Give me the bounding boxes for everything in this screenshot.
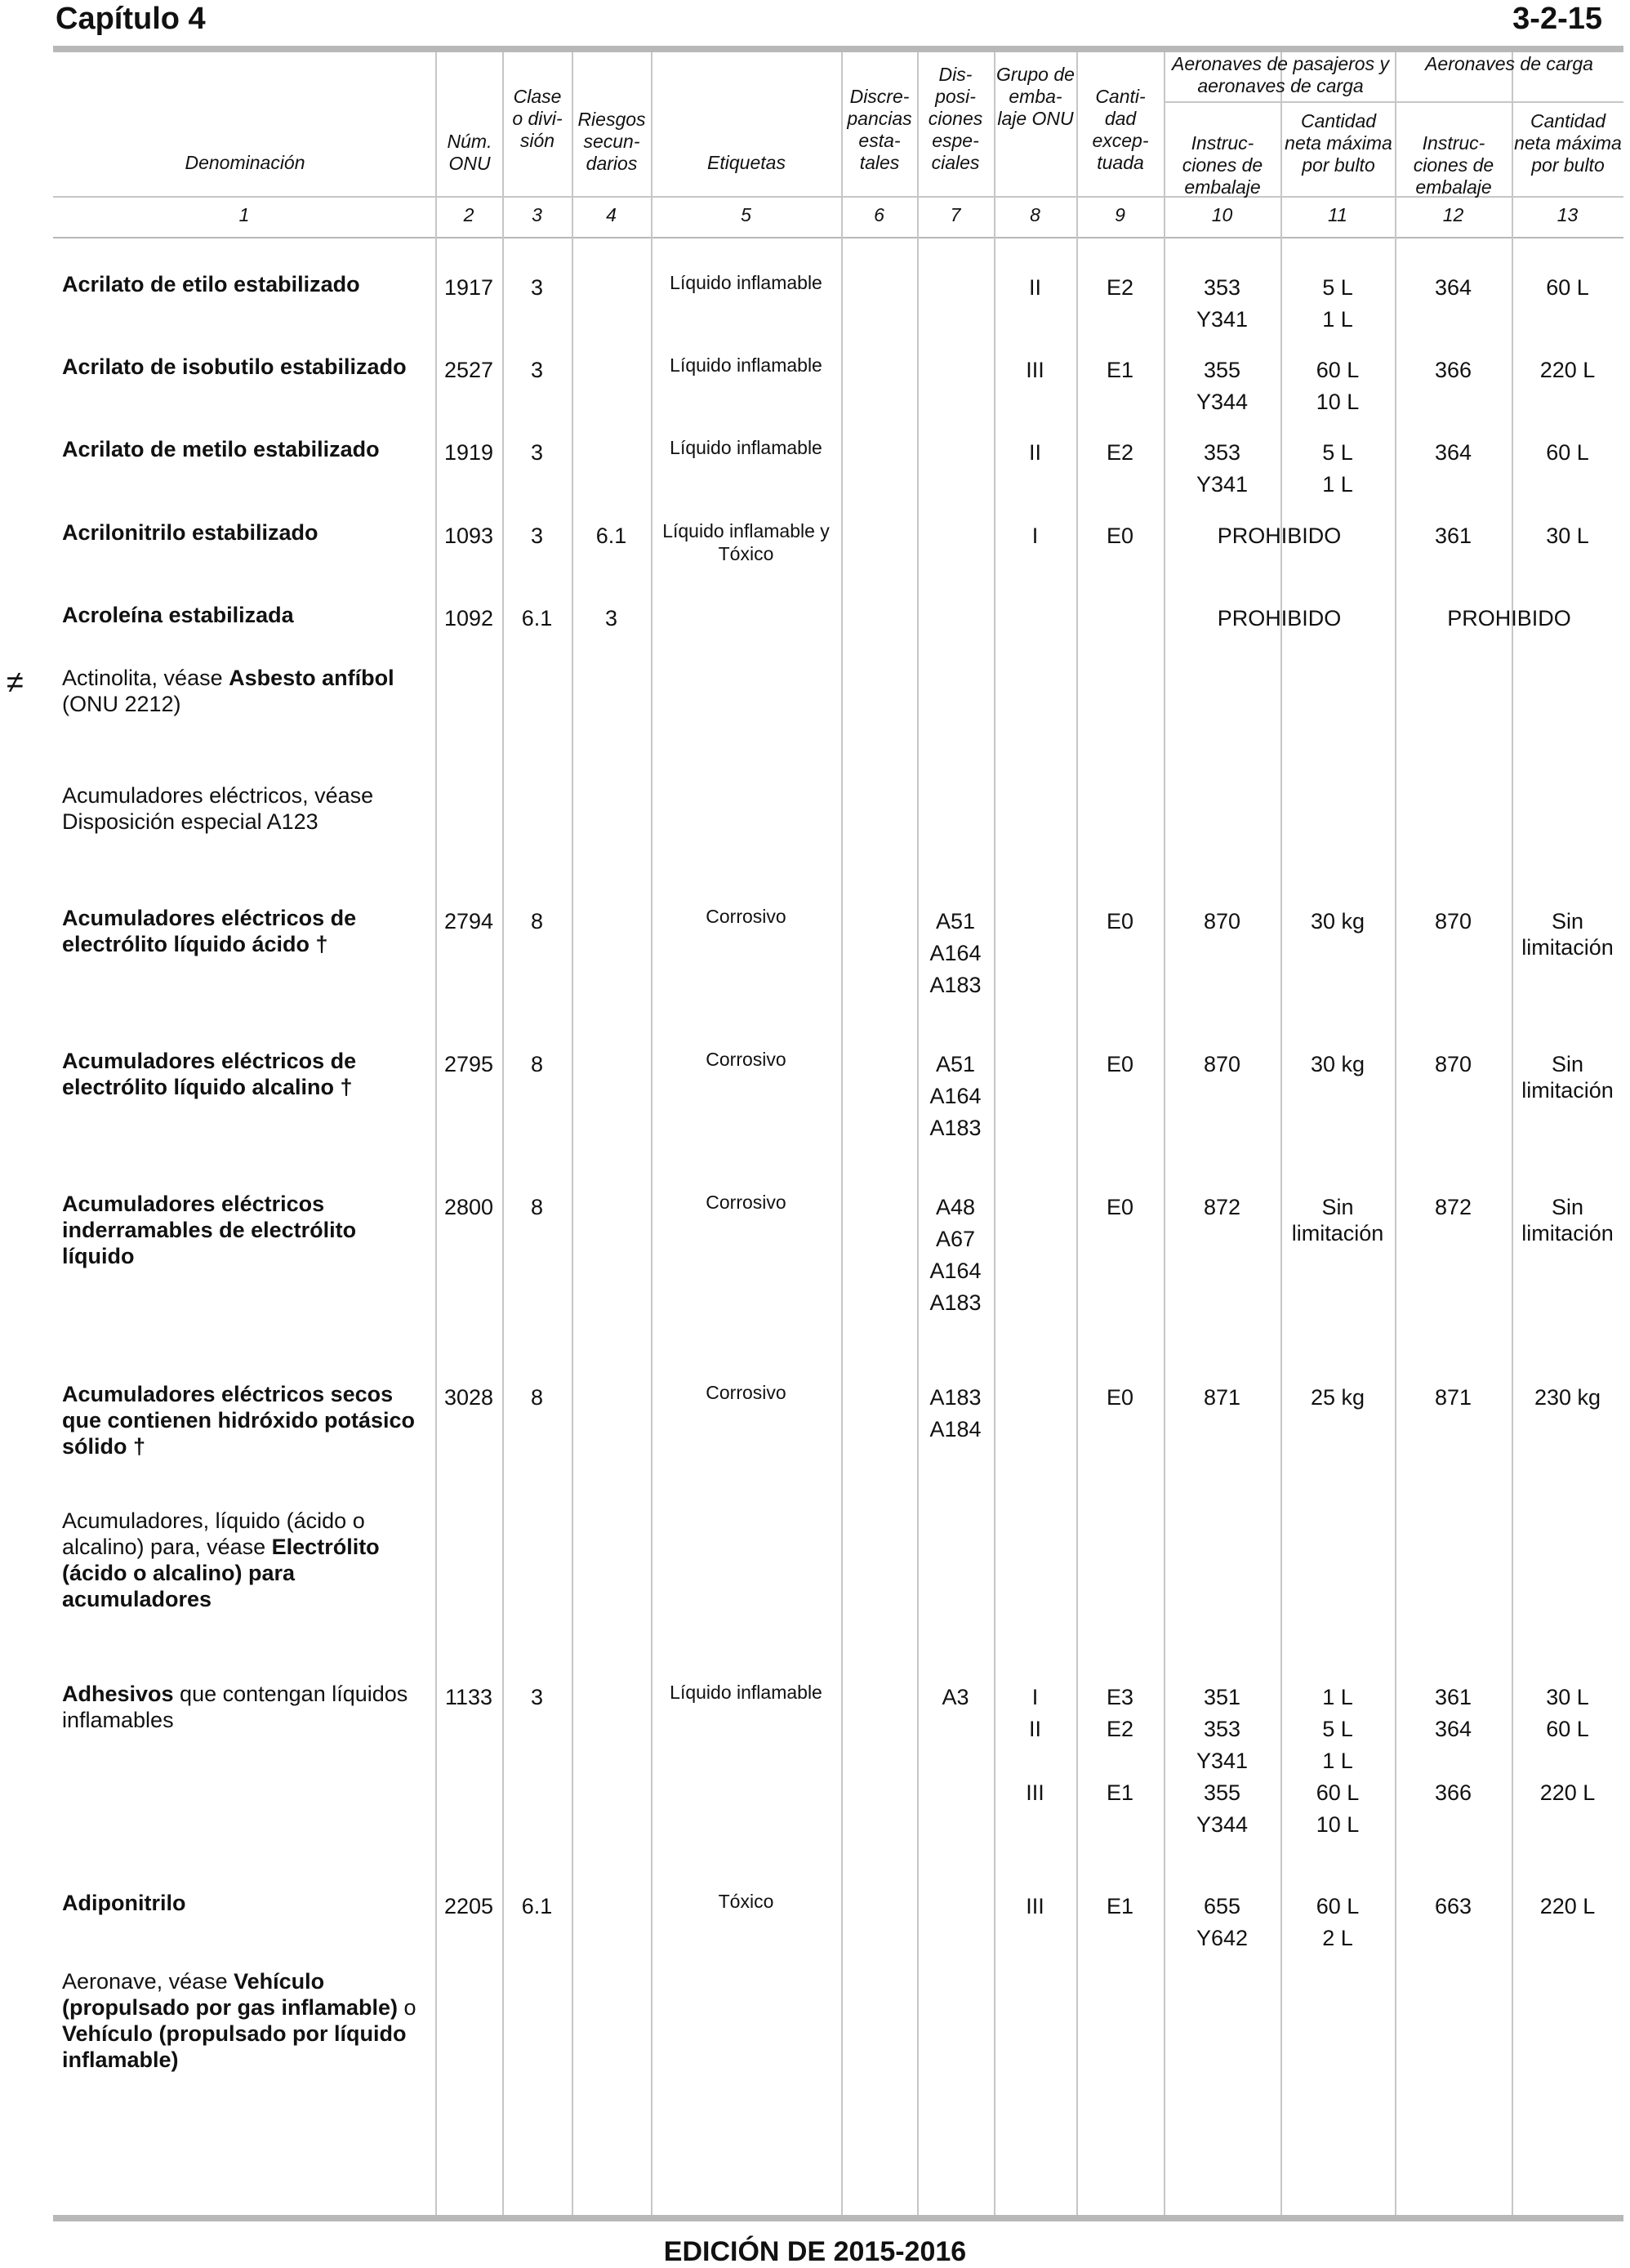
name-part: Acroleína estabilizada [62,603,294,627]
cell-instr2: 366 [1434,358,1472,382]
hazard-label: Corrosivo [706,906,786,927]
column-number: 2 [463,204,474,225]
substance-name [62,1681,430,1733]
substance-name [62,1508,430,1612]
substance-name [62,782,430,835]
cell-instr2: 364 [1434,440,1472,465]
name-part: Acrilato de etilo estabilizado [62,272,360,296]
cell-grupo: II [1028,275,1041,300]
cell-cant2: Sin limitación [1521,909,1614,960]
substance-name [62,1381,430,1459]
column-number: 4 [606,204,617,225]
column-divider [841,52,843,2215]
name-part: Acrilonitrilo estabilizado [62,520,318,545]
substance-name [62,354,430,380]
substance-name [62,602,430,628]
hazard-label: Líquido inflamable [670,1682,822,1703]
substance-name [62,1890,430,1916]
name-part: Acrilato de isobutilo estabilizado [62,354,407,379]
cell-cant2: 230 kg [1534,1385,1601,1410]
header-disposiciones: Dis- posi- ciones espe- ciales [928,64,983,173]
column-number: 8 [1030,204,1040,225]
hazard-label: Líquido inflamable [670,354,822,376]
cell-grupo: III [1026,358,1044,382]
cell-onu: 3028 [443,1385,494,1410]
cell-disposiciones: A48 A67 A164 A183 [929,1195,982,1315]
cell-instr2: 361 364 366 [1434,1685,1472,1805]
cell-onu: 1133 [444,1685,493,1709]
name-part: Acumuladores eléctricos de electrólito líquido alcalino † [62,1049,357,1099]
cell-grupo: III [1026,1894,1044,1918]
name-part: Acumuladores eléctricos de electrólito líquido ácido † [62,906,357,956]
header-num-onu: Núm. ONU [447,131,492,174]
cell-instr1: 870 [1203,909,1241,933]
cell-exceptuada: E0 [1106,1195,1134,1219]
cell-disposiciones: A51 A164 A183 [929,1052,982,1140]
cell-disposiciones: A3 [942,1685,969,1709]
name-part: Vehículo (propulsado por gas inflamable) [62,1969,399,2020]
cell-instr1: 872 [1203,1195,1241,1219]
cell-exceptuada: E2 [1106,440,1134,465]
cell-grupo: I II III [1026,1685,1044,1805]
cell-exceptuada: E0 [1106,1385,1134,1410]
cell-cant2: Sin limitación [1521,1195,1614,1245]
cell-riesgos: 6.1 [595,524,627,548]
column-number: 9 [1115,204,1125,225]
cell-disposiciones: A183 A184 [929,1385,982,1441]
name-part: Adiponitrilo [62,1891,186,1915]
cell-instr2: 870 [1434,1052,1472,1076]
cell-instr1: 353 Y341 [1196,440,1249,497]
cell-onu: 1919 [443,440,494,465]
header-carga: Aeronaves de carga [1425,53,1593,74]
cell-instr2: 871 [1434,1385,1472,1410]
cell-onu: 2527 [443,358,494,382]
header-clase: Clase o divi- sión [512,86,563,151]
column-number: 6 [874,204,884,225]
header-rule [53,237,1623,238]
group-header-rule [1164,101,1623,103]
cell-instr1: 655 Y642 [1196,1894,1249,1950]
cell-cant2: 60 L [1546,275,1589,300]
cell-cant1: 30 kg [1310,1052,1365,1076]
top-rule [53,46,1623,52]
change-mark: ≠ [7,666,24,700]
cell-cant1: 30 kg [1310,909,1365,933]
column-divider [572,52,573,2215]
cell-instr1: 355 Y344 [1196,358,1249,414]
cell-cant2: 30 L [1546,524,1589,548]
cell-instr1: 871 [1203,1385,1241,1410]
name-part: Acumuladores, líquido (ácido o alcalino) para, véase [62,1508,365,1559]
header-instrucciones-carga: Instruc- ciones de embalaje [1413,132,1494,198]
name-part: Acumuladores eléctricos secos que contienen hidróxido potásico sólido † [62,1382,416,1459]
forbidden-passenger: PROHIBIDO [1217,606,1342,630]
substance-name [62,1048,430,1100]
cell-onu: 1093 [443,524,494,548]
cell-clase: 3 [530,358,544,382]
cell-cant1: 5 L 1 L [1322,275,1353,332]
cell-cant2: 220 L [1539,1894,1596,1918]
cell-cant1: 25 kg [1310,1385,1365,1410]
substance-name [62,1191,430,1269]
chapter-title: Capítulo 4 [56,2,206,36]
header-denominacion: Denominación [185,152,305,173]
cell-grupo: II [1028,440,1041,465]
cell-onu: 2795 [443,1052,494,1076]
cell-cant2: 220 L [1539,358,1596,382]
cell-clase: 3 [530,524,544,548]
header-grupo: Grupo de emba- laje ONU [996,64,1075,129]
page-number: 3-2-15 [1512,2,1602,36]
header-cantidad-pasajeros: Cantidad neta máxima por bulto [1285,110,1392,176]
cell-exceptuada: E0 [1106,524,1134,548]
substance-name [62,519,430,546]
cell-clase: 8 [530,1195,544,1219]
cell-onu: 1092 [443,606,494,630]
cell-clase: 6.1 [521,1894,553,1918]
cell-clase: 8 [530,1385,544,1410]
cell-cant1: Sin limitación [1291,1195,1384,1245]
name-part: Acumuladores eléctricos inderramables de electrólito líquido [62,1192,357,1268]
header-cantidad-carga: Cantidad neta máxima por bulto [1514,110,1622,176]
cell-exceptuada: E1 [1106,358,1134,382]
cell-exceptuada: E2 [1106,275,1134,300]
forbidden-cargo: PROHIBIDO [1447,606,1571,630]
cell-exceptuada: E1 [1106,1894,1134,1918]
column-number: 3 [532,204,542,225]
substance-name [62,1968,430,2073]
column-number: 1 [238,204,250,225]
cell-clase: 6.1 [521,606,553,630]
forbidden-passenger: PROHIBIDO [1217,524,1342,548]
cell-onu: 2205 [443,1894,494,1918]
hazard-label: Tóxico [718,1891,774,1912]
name-part: Vehículo (propulsado por líquido inflamable) [62,2021,407,2072]
name-part: o [398,1995,416,2020]
hazard-label: Líquido inflamable y Tóxico [662,520,830,564]
substance-name [62,905,430,957]
column-number: 5 [741,204,751,225]
column-number: 11 [1328,204,1347,225]
cell-onu: 2800 [443,1195,494,1219]
header-instrucciones-pasajeros: Instruc- ciones de embalaje [1182,132,1263,198]
column-number: 10 [1211,204,1233,225]
cell-cant2: Sin limitación [1521,1052,1614,1103]
cell-clase: 3 [530,440,544,465]
header-discrepancias: Discre- pancias esta- tales [847,86,912,173]
substance-name [62,271,430,297]
cell-clase: 8 [530,909,544,933]
cell-onu: 2794 [443,909,494,933]
cell-exceptuada: E0 [1106,909,1134,933]
cell-grupo: I [1031,524,1039,548]
cell-instr2: 872 [1434,1195,1472,1219]
cell-clase: 3 [530,1685,544,1709]
cell-instr1: 353 Y341 [1196,275,1249,332]
header-cantidad-exceptuada: Canti- dad excep- tuada [1092,86,1149,173]
cell-onu: 1917 [443,275,494,300]
hazard-label: Líquido inflamable [670,437,822,458]
cell-disposiciones: A51 A164 A183 [929,909,982,997]
cell-clase: 3 [530,275,544,300]
edition-footer: EDICIÓN DE 2015-2016 [663,2236,967,2267]
bottom-rule [53,2215,1623,2221]
cell-cant2: 30 L 60 L 220 L [1539,1685,1596,1805]
header-riesgos: Riesgos secun- darios [577,109,646,174]
cell-riesgos: 3 [604,606,618,630]
hazard-label: Corrosivo [706,1049,786,1070]
name-part: Adhesivos [62,1682,174,1706]
name-part: Acumuladores eléctricos, véase Disposición especial A123 [62,783,374,834]
substance-name [62,436,430,462]
cell-exceptuada: E0 [1106,1052,1134,1076]
name-part: (ONU 2212) [62,692,181,716]
hazard-label: Corrosivo [706,1192,786,1213]
cell-instr2: 361 [1434,524,1472,548]
hazard-label: Corrosivo [706,1382,786,1403]
name-part: Electrólito (ácido o alcalino) para acumuladores [62,1535,380,1611]
name-part: Actinolita, véase [62,666,229,690]
cell-cant2: 60 L [1546,440,1589,465]
header-etiquetas: Etiquetas [707,152,786,173]
column-number: 13 [1557,204,1579,225]
cell-exceptuada: E3 E2 E1 [1106,1685,1134,1805]
cell-clase: 8 [530,1052,544,1076]
cell-cant1: 60 L 10 L [1316,358,1360,414]
name-part: Acrilato de metilo estabilizado [62,437,380,461]
cell-instr2: 663 [1434,1894,1472,1918]
header-bottom-rule [53,196,1623,198]
cell-instr1: 870 [1203,1052,1241,1076]
cell-instr2: 364 [1434,275,1472,300]
substance-name [62,665,430,717]
cell-instr1: 351 353 Y341 355 Y344 [1196,1685,1249,1837]
cell-instr2: 870 [1434,909,1472,933]
cell-cant1: 60 L 2 L [1316,1894,1360,1950]
header-pasajeros: Aeronaves de pasajeros y aeronaves de carga [1172,53,1389,96]
cell-cant1: 5 L 1 L [1322,440,1353,497]
name-part: Asbesto anfíbol [229,666,394,690]
name-part: que contengan líquidos inflamables [62,1682,408,1732]
name-part: Aeronave, véase [62,1969,234,1994]
column-number: 7 [950,204,961,225]
hazard-label: Líquido inflamable [670,272,822,293]
column-number: 12 [1442,204,1464,225]
cell-cant1: 1 L 5 L 1 L 60 L 10 L [1316,1685,1360,1837]
